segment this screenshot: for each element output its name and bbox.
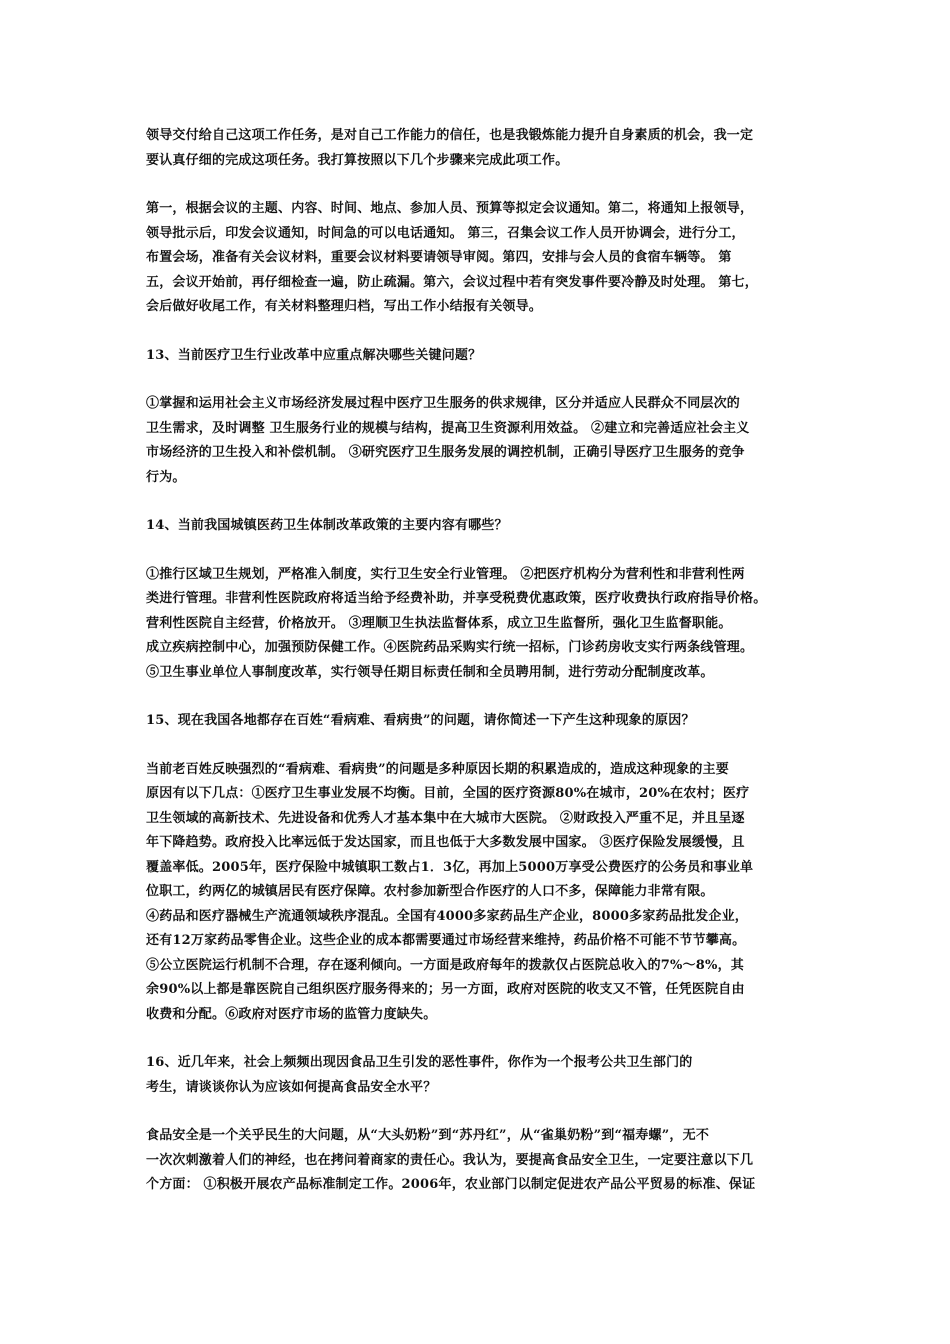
text-line: 个方面： ①积极开展农产品标准制定工作。2006年，农业部门以制定促进农产品公平贸易的标准、保证 bbox=[146, 1177, 756, 1192]
text-line: 市场经济的卫生投入和补偿机制。 ③研究医疗卫生服务发展的调控机制，正确引导医疗卫生服务的竞争 bbox=[146, 445, 745, 460]
text-line: 卫生需求，及时调整 卫生服务行业的规模与结构，提高卫生资源利用效益。 ②建立和完善适应社会主义 bbox=[146, 420, 750, 436]
text-line: 布置会场，准备有关会议材料，重要会议材料要请领导审阅。第四，安排与会人员的食宿车辆等。 第 bbox=[146, 250, 732, 265]
text-line: 16、近几年来，社会上频频出现因食品卫生引发的恶性事件，你作为一个报考公共卫生部门的 bbox=[146, 1055, 693, 1070]
text-line: 余90%以上都是靠医院自己组织医疗服务得来的；另一方面，政府对医院的收支又不管，任凭医院自由 bbox=[146, 982, 745, 997]
document-page bbox=[146, 124, 816, 1222]
text-line: 行为。 bbox=[146, 469, 186, 485]
text-line: 五，会议开始前，再仔细检查一遍，防止疏漏。第六，会议过程中若有突发事件要冷静及时处理。 第七， bbox=[146, 274, 758, 290]
text-line: 15、现在我国各地都存在百姓“看病难、看病贵”的问题，请你简述一下产生这种现象的原因？ bbox=[146, 713, 695, 728]
body-paragraph bbox=[146, 758, 816, 1028]
text-line: ⑤公立医院运行机制不合理，存在逐利倾向。一方面是政府每年的拨款仅占医院总收入的7%～8%，其 bbox=[146, 957, 744, 973]
question-heading bbox=[146, 709, 816, 734]
text-line: 领导交付给自己这项工作任务，是对自己工作能力的信任，也是我锻炼能力提升自身素质的机会，我一定 bbox=[146, 128, 754, 143]
text-line: 类进行管理。非营利性医院政府将适当给予经费补助，并享受税费优惠政策，医疗收费执行政府指导价格。 bbox=[146, 591, 767, 606]
text-line: 会后做好收尾工作，有关材料整理归档，写出工作小结报有关领导。 bbox=[146, 299, 543, 314]
body-paragraph bbox=[146, 124, 816, 173]
text-line: ⑤卫生事业单位人事制度改革，实行领导任期目标责任制和全员聘用制，进行劳动分配制度改革。 bbox=[146, 664, 714, 680]
question-heading bbox=[146, 514, 816, 539]
text-line: 覆盖率低。2005年，医疗保险中城镇职工数占1．3亿，再加上5000万享受公费医疗的公务员和事业单 bbox=[146, 859, 754, 875]
text-line: ①掌握和运用社会主义市场经济发展过程中医疗卫生服务的供求规律，区分并适应人民群众不同层次的 bbox=[146, 396, 741, 411]
text-line: 一次次刺激着人们的神经，也在拷问着商家的责任心。我认为，要提高食品安全卫生，一定要注意以下几 bbox=[146, 1152, 754, 1168]
question-heading bbox=[146, 1051, 816, 1100]
body-paragraph bbox=[146, 197, 816, 320]
body-paragraph bbox=[146, 392, 816, 490]
text-line: 成立疾病控制中心，加强预防保健工作。④医院药品采购实行统一招标，门诊药房收支实行两条线管理。 bbox=[146, 640, 754, 655]
text-line: 考生，请谈谈你认为应该如何提高食品安全水平？ bbox=[146, 1079, 437, 1095]
text-line: 要认真仔细的完成这项任务。我打算按照以下几个步骤来完成此项工作。 bbox=[146, 152, 569, 168]
text-line: 当前老百姓反映强烈的“看病难、看病贵”的问题是多种原因长期的积累造成的，造成这种现象的主要 bbox=[146, 761, 729, 777]
text-line: 原因有以下几点：①医疗卫生事业发展不均衡。目前，全国的医疗资源80%在城市，20%在农村；医疗 bbox=[146, 786, 750, 801]
body-paragraph bbox=[146, 563, 816, 686]
text-line: 营利性医院自主经营，价格放开。 ③理顺卫生执法监督体系，成立卫生监督所，强化卫生监督职能。 bbox=[146, 615, 732, 631]
text-line: 14、当前我国城镇医药卫生体制改革政策的主要内容有哪些？ bbox=[146, 518, 508, 533]
text-line: 食品安全是一个关乎民生的大问题，从“大头奶粉”到“苏丹红”，从“雀巢奶粉”到“福寿螺”，无不 bbox=[146, 1128, 710, 1143]
question-heading bbox=[146, 344, 816, 369]
text-line: 位职工，约两亿的城镇居民有医疗保障。农村参加新型合作医疗的人口不多，保障能力非常有限。 bbox=[146, 884, 714, 899]
text-line: 领导批示后，印发会议通知，时间急的可以电话通知。 第三，召集会议工作人员开协调会，进行分工， bbox=[146, 225, 745, 241]
text-line: 还有12万家药品零售企业。这些企业的成本都需要通过市场经营来维持，药品价格不可能不节节攀高。 bbox=[146, 933, 746, 948]
text-line: ①推行区域卫生规划，严格准入制度，实行卫生安全行业管理。 ②把医疗机构分为营利性和非营利性两 bbox=[146, 566, 745, 582]
text-line: 年下降趋势。政府投入比率远低于发达国家，而且也低于大多数发展中国家。 ③医疗保险发展缓慢，且 bbox=[146, 835, 745, 850]
text-line: 第一，根据会议的主题、内容、时间、地点、参加人员、预算等拟定会议通知。第二，将通知上报领导， bbox=[146, 201, 754, 216]
text-line: 卫生领域的高新技术、先进设备和优秀人才基本集中在大城市大医院。 ②财政投入严重不足，并且呈逐 bbox=[146, 810, 745, 826]
text-line: 13、当前医疗卫生行业改革中应重点解决哪些关键问题？ bbox=[146, 347, 482, 363]
body-paragraph bbox=[146, 1124, 816, 1198]
text-line: ④药品和医疗器械生产流通领域秩序混乱。全国有4000多家药品生产企业，8000多家药品批发企业， bbox=[146, 908, 748, 924]
text-line: 收费和分配。⑥政府对医疗市场的监管力度缺失。 bbox=[146, 1006, 437, 1022]
